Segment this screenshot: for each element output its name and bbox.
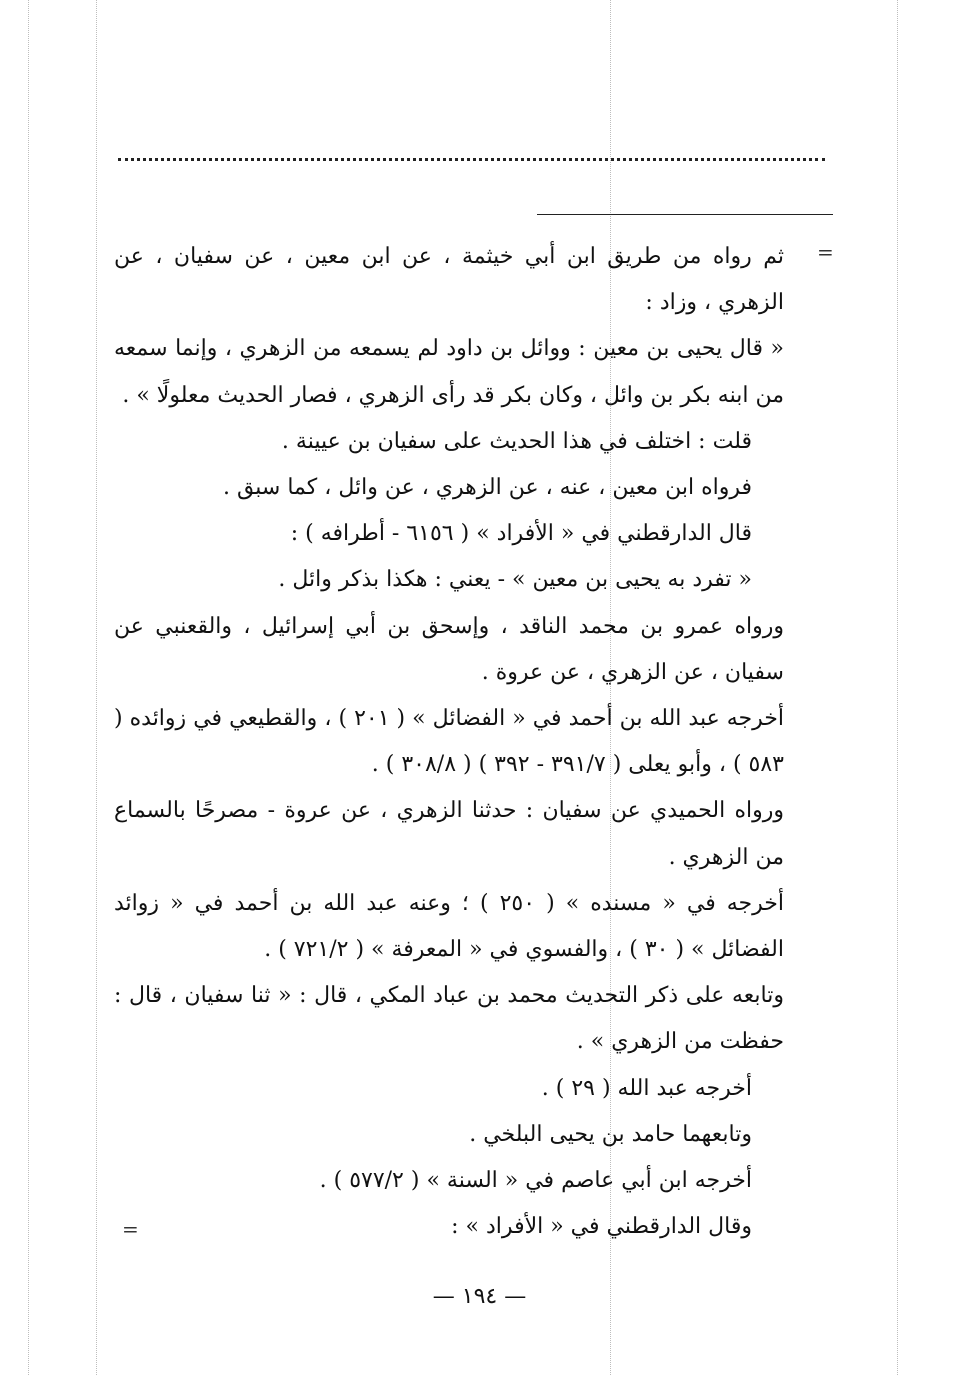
paragraph-3: قلت : اختلف في هذا الحديث على سفيان بن عيينة . (281, 428, 752, 454)
paragraph-8: أخرجه عبد الله بن أحمد في « الفضائل » ( ٢٠١ ) ، والقطيعي في زوائده ( ٥٨٣ ) ، وأبو يعلى ( ٣٩١/٧ - ٣٩٢ ) ( ٣٠٨/٨ ) . (114, 706, 785, 778)
paragraph-12: أخرجه عبد الله ( ٢٩ ) . (541, 1075, 752, 1101)
fold-line-mid-left (96, 0, 97, 1375)
paragraph-13: وتابعهما حامد بن يحيى البلخي . (469, 1121, 752, 1147)
footnote-rule (537, 214, 833, 215)
paragraph-7: ورواه عمرو بن محمد الناقد ، وإسحق بن أبي إسرائيل ، والقعنبي عن سفيان ، عن الزهري ، عن عروة . (114, 613, 784, 685)
paragraph-2: « قال يحيى بن معين : ووائل بن داود لم يسمعه من الزهري ، وإنما سمعه من ابنه بكر بن وائل ، وكان بكر قد رأى الزهري ، فصار الحديث معلولًا » . (114, 336, 784, 408)
paragraph-11: وتابعه على ذكر التحديث محمد بن عباد المكي ، قال : « ثنا سفيان ، قال : حفظت من الزهري » . (114, 983, 784, 1055)
paragraph-15: وقال الدارقطني في « الأفراد » : (451, 1214, 752, 1240)
dotted-separator (118, 158, 825, 161)
paragraph-5: قال الدارقطني في « الأفراد » ( ٦١٥٦ - أطرافه ) : (290, 521, 752, 547)
paragraph-6: « تفرد به يحيى بن معين » - يعني : هكذا بذكر وائل . (278, 567, 752, 593)
fold-line-left (28, 0, 29, 1375)
paragraph-9: ورواه الحميدي عن سفيان : حدثنا الزهري ، عن عروة - مصرحًا بالسماع من الزهري . (114, 798, 784, 870)
paragraph-4: فرواه ابن معين ، عنه ، عن الزهري ، عن وائل ، كما سبق . (222, 475, 752, 501)
continuation-mark-top: = (817, 240, 834, 264)
continuation-mark-bottom: = (122, 1217, 139, 1241)
paragraph-1: ثم رواه من طريق ابن أبي خيثمة ، عن ابن معين ، عن سفيان ، عن الزهري ، وزاد : (114, 244, 784, 316)
fold-line-right (897, 0, 898, 1375)
footnote-body (114, 234, 784, 1250)
paragraph-14: أخرجه ابن أبي عاصم في « السنة » ( ٥٧٧/٢ ) . (319, 1168, 752, 1194)
paragraph-10: أخرجه في « مسنده » ( ٢٥٠ ) ؛ وعنه عبد الله بن أحمد في « زوائد الفضائل » ( ٣٠ ) ، والفسوي في « المعرفة » ( ٧٢١/٢ ) . (114, 890, 785, 963)
page-number: — ١٩٤ — (432, 1284, 527, 1309)
